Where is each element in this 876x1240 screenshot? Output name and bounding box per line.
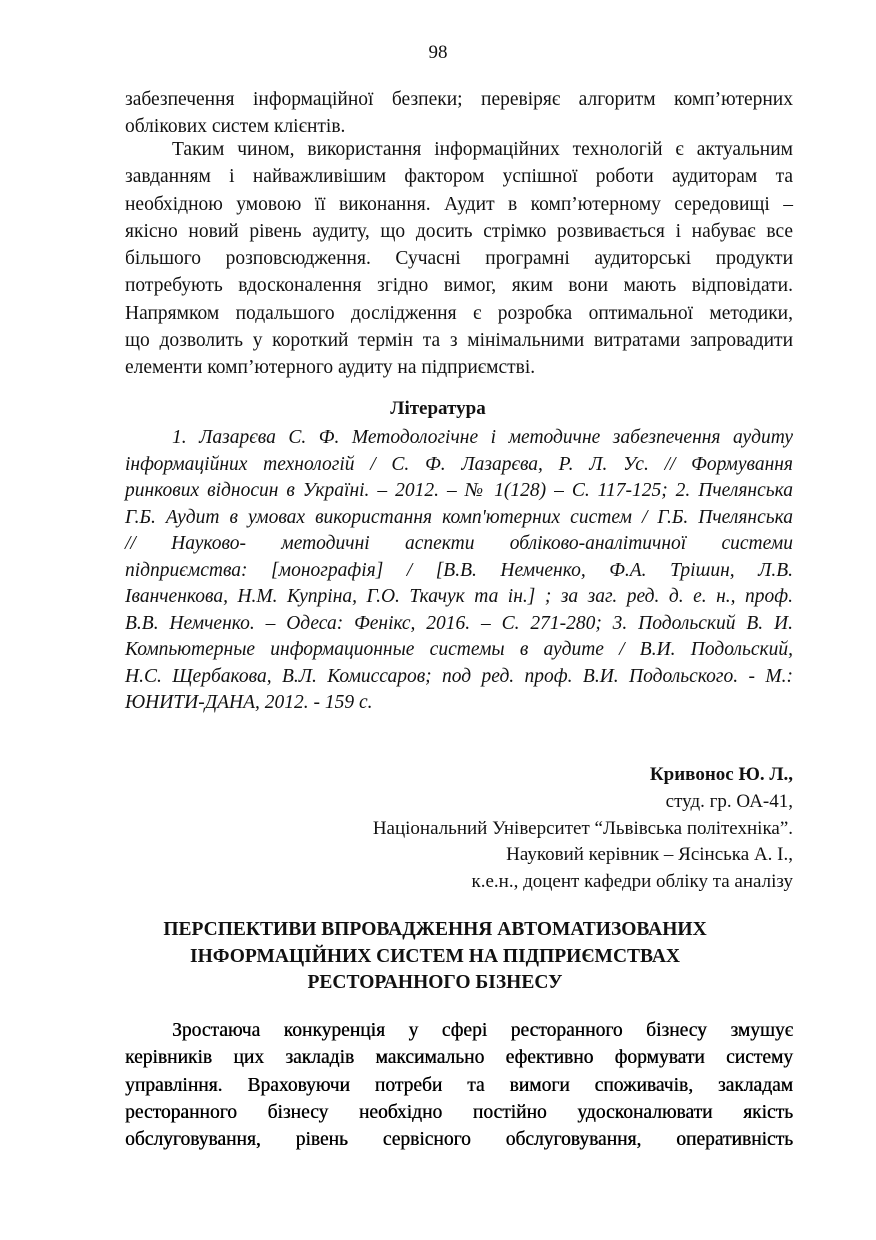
text-line: потребують вдосконалення згідно вимог, яким вони мають відповідати. bbox=[125, 275, 793, 297]
text-line: керівників цих закладів максимально ефективно формувати систему bbox=[125, 1047, 793, 1069]
author-supervisor: Науковий керівник – Ясінська А. І., bbox=[506, 844, 793, 866]
author-group: студ. гр. ОА-41, bbox=[665, 790, 793, 812]
text-line: Таким чином, використання інформаційних технологій є актуальним bbox=[172, 139, 793, 160]
literature-heading: Література bbox=[390, 398, 486, 419]
reference-line: // Науково- методичні аспекти обліково-аналітичної системи bbox=[125, 533, 793, 554]
reference-line: інформаційних технологій / С. Ф. Лазарєва, Р. Л. Ус. // Формування bbox=[125, 453, 793, 475]
text-line: забезпечення інформаційної безпеки; перевіряє алгоритм комп’ютерних bbox=[125, 89, 793, 110]
text-line: управління. Враховуючи потреби та вимоги споживачів, закладам bbox=[125, 1074, 793, 1096]
text-line: що дозволить у короткий термін та з мінімальними витратами запровадити bbox=[125, 330, 793, 352]
title-line: ІНФОРМАЦІЙНИХ СИСТЕМ НА ПІДПРИЄМСТВАХ bbox=[190, 945, 680, 967]
text-line: елементи комп’ютерного аудиту на підприємстві. bbox=[125, 357, 536, 379]
title-line: ПЕРСПЕКТИВИ ВПРОВАДЖЕННЯ АВТОМАТИЗОВАНИХ bbox=[163, 919, 707, 940]
text-line: ресторанного бізнесу необхідно постійно удосконалювати якість bbox=[125, 1101, 793, 1123]
reference-line: В.В. Немченко. – Одеса: Фенікс, 2016. – С. 271-280; 3. Подольский В. И. bbox=[125, 612, 793, 634]
text-line: обслуговування, рівень сервісного обслуговування, оперативність bbox=[125, 1129, 793, 1151]
author-block bbox=[373, 762, 793, 896]
text-line: завданням і найважливішим фактором успішної роботи аудиторам та bbox=[125, 166, 793, 188]
text-line: облікових систем клієнтів. bbox=[125, 116, 346, 138]
paragraph-conclusion bbox=[125, 136, 793, 382]
reference-line: 1. Лазарєва С. Ф. Методологічне і методичне забезпечення аудиту bbox=[172, 427, 793, 448]
literature-list bbox=[125, 425, 793, 717]
article-title bbox=[125, 917, 745, 997]
reference-line: Іванченкова, Н.М. Купріна, Г.О. Ткачук та ін.] ; за заг. ред. д. е. н., проф. bbox=[125, 586, 793, 607]
reference-line: підприємства: [монографія] / [В.В. Немченко, Ф.А. Трішин, Л.В. bbox=[125, 559, 793, 581]
text-line: більшого розповсюдження. Сучасні програмні аудиторські продукти bbox=[125, 248, 793, 270]
page-number: 98 bbox=[428, 42, 448, 63]
paragraph-article-intro bbox=[125, 1017, 793, 1153]
reference-line: Н.С. Щербакова, В.Л. Комиссаров; под ред. проф. В.И. Подольского. - М.: bbox=[125, 665, 793, 687]
author-name: Кривонос Ю. Л., bbox=[649, 764, 793, 785]
reference-line: Компьютерные информационные системы в аудите / В.И. Подольский, bbox=[125, 639, 793, 660]
text-line: Напрямком подальшого дослідження є розробка оптимальної методики, bbox=[125, 302, 793, 324]
text-line: Зростаюча конкуренція у сфері ресторанного бізнесу змушує bbox=[172, 1020, 793, 1041]
paragraph-intro bbox=[125, 86, 793, 141]
author-university: Національний Університет “Львівська політехніка”. bbox=[372, 817, 793, 839]
reference-line: Г.Б. Аудит в умовах використання комп'ютерних систем / Г.Б. Пчелянська bbox=[125, 506, 793, 528]
author-supervisor-title: к.е.н., доцент кафедри обліку та аналізу bbox=[471, 871, 793, 893]
reference-line: ЮНИТИ-ДАНА, 2012. - 159 с. bbox=[125, 692, 373, 713]
text-line: якісно новий рівень аудиту, що досить стрімко розвивається і набуває все bbox=[125, 220, 793, 242]
reference-line: ринкових відносин в Україні. – 2012. – № 1(128) – С. 117-125; 2. Пчелянська bbox=[125, 480, 793, 501]
text-line: необхідною умовою її виконання. Аудит в комп’ютерному середовищі – bbox=[125, 193, 793, 215]
title-line: РЕСТОРАННОГО БІЗНЕСУ bbox=[307, 972, 563, 993]
